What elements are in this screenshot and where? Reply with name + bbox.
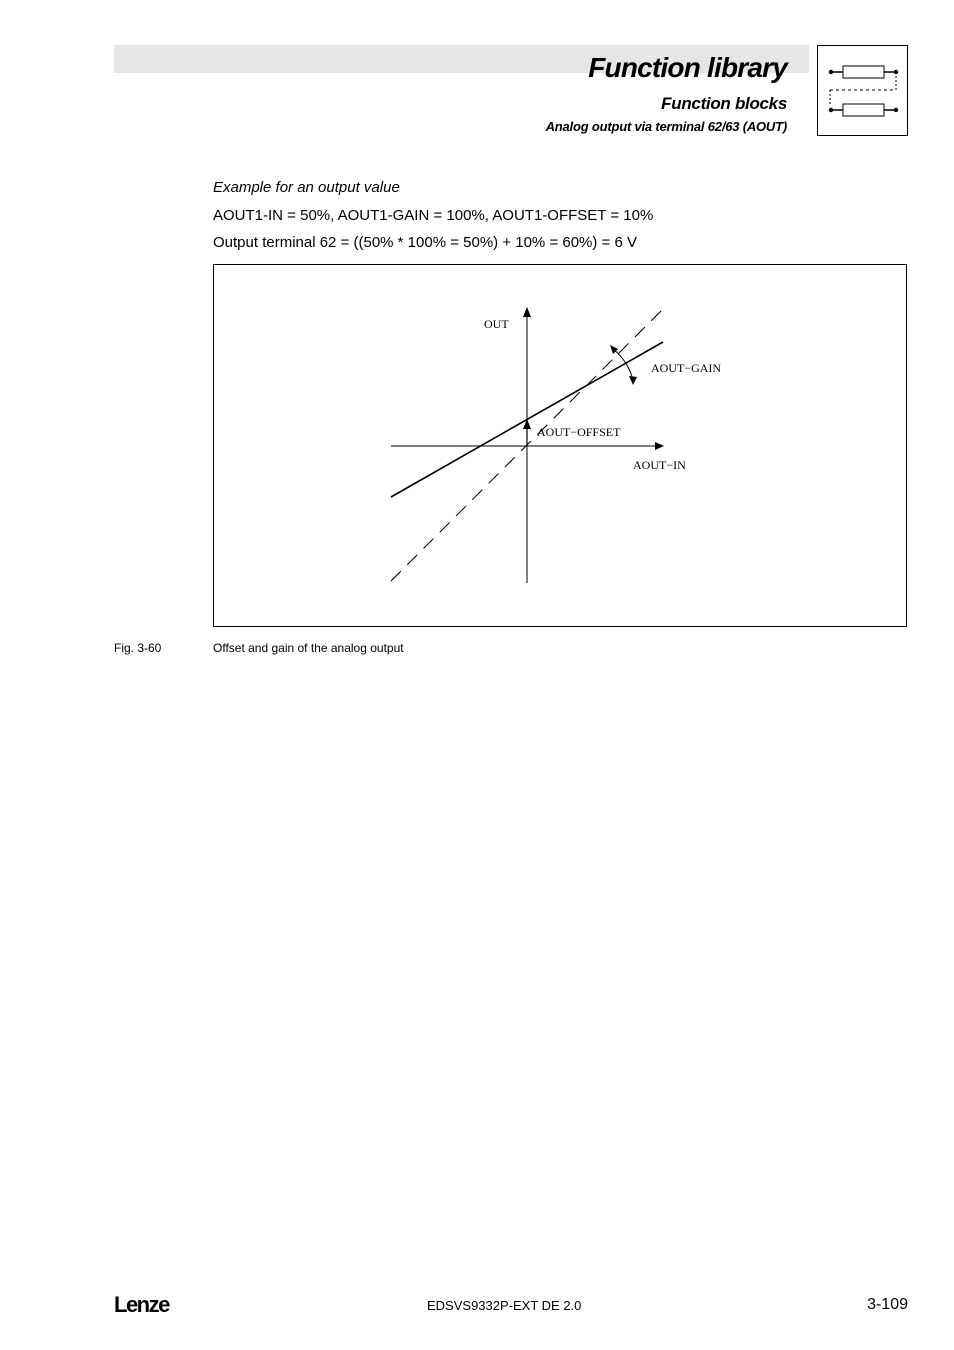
label-out: OUT [484,317,509,331]
figure-caption: Offset and gain of the analog output [213,641,404,655]
example-label: Example for an output value [213,179,400,196]
section-title: Function blocks [661,94,787,113]
function-block-icon [817,45,908,136]
figure-frame [213,264,907,627]
subsection-title: Analog output via terminal 62/63 (AOUT) [545,119,787,134]
figure-number: Fig. 3-60 [114,641,162,655]
page-title: Function library [588,52,787,83]
brand-logo: Lenze [114,1292,169,1317]
page-number: 3-109 [867,1296,908,1313]
x-axis-arrow-icon [655,442,664,450]
label-offset: AOUT−OFFSET [537,425,621,439]
formula-line-2: Output terminal 62 = ((50% * 100% = 50%) + 10% = 60%) = 6 V [213,234,637,251]
document-id: EDSVS9332P-EXT DE 2.0 [427,1298,582,1313]
formula-line-1: AOUT1-IN = 50%, AOUT1-GAIN = 100%, AOUT1-OFFSET = 10% [213,207,654,224]
offset-gain-diagram [214,265,906,626]
label-in: AOUT−IN [633,458,686,472]
y-axis-arrow-icon [523,307,531,317]
gain-arrow-bottom-icon [629,376,637,385]
label-gain: AOUT−GAIN [651,361,722,375]
